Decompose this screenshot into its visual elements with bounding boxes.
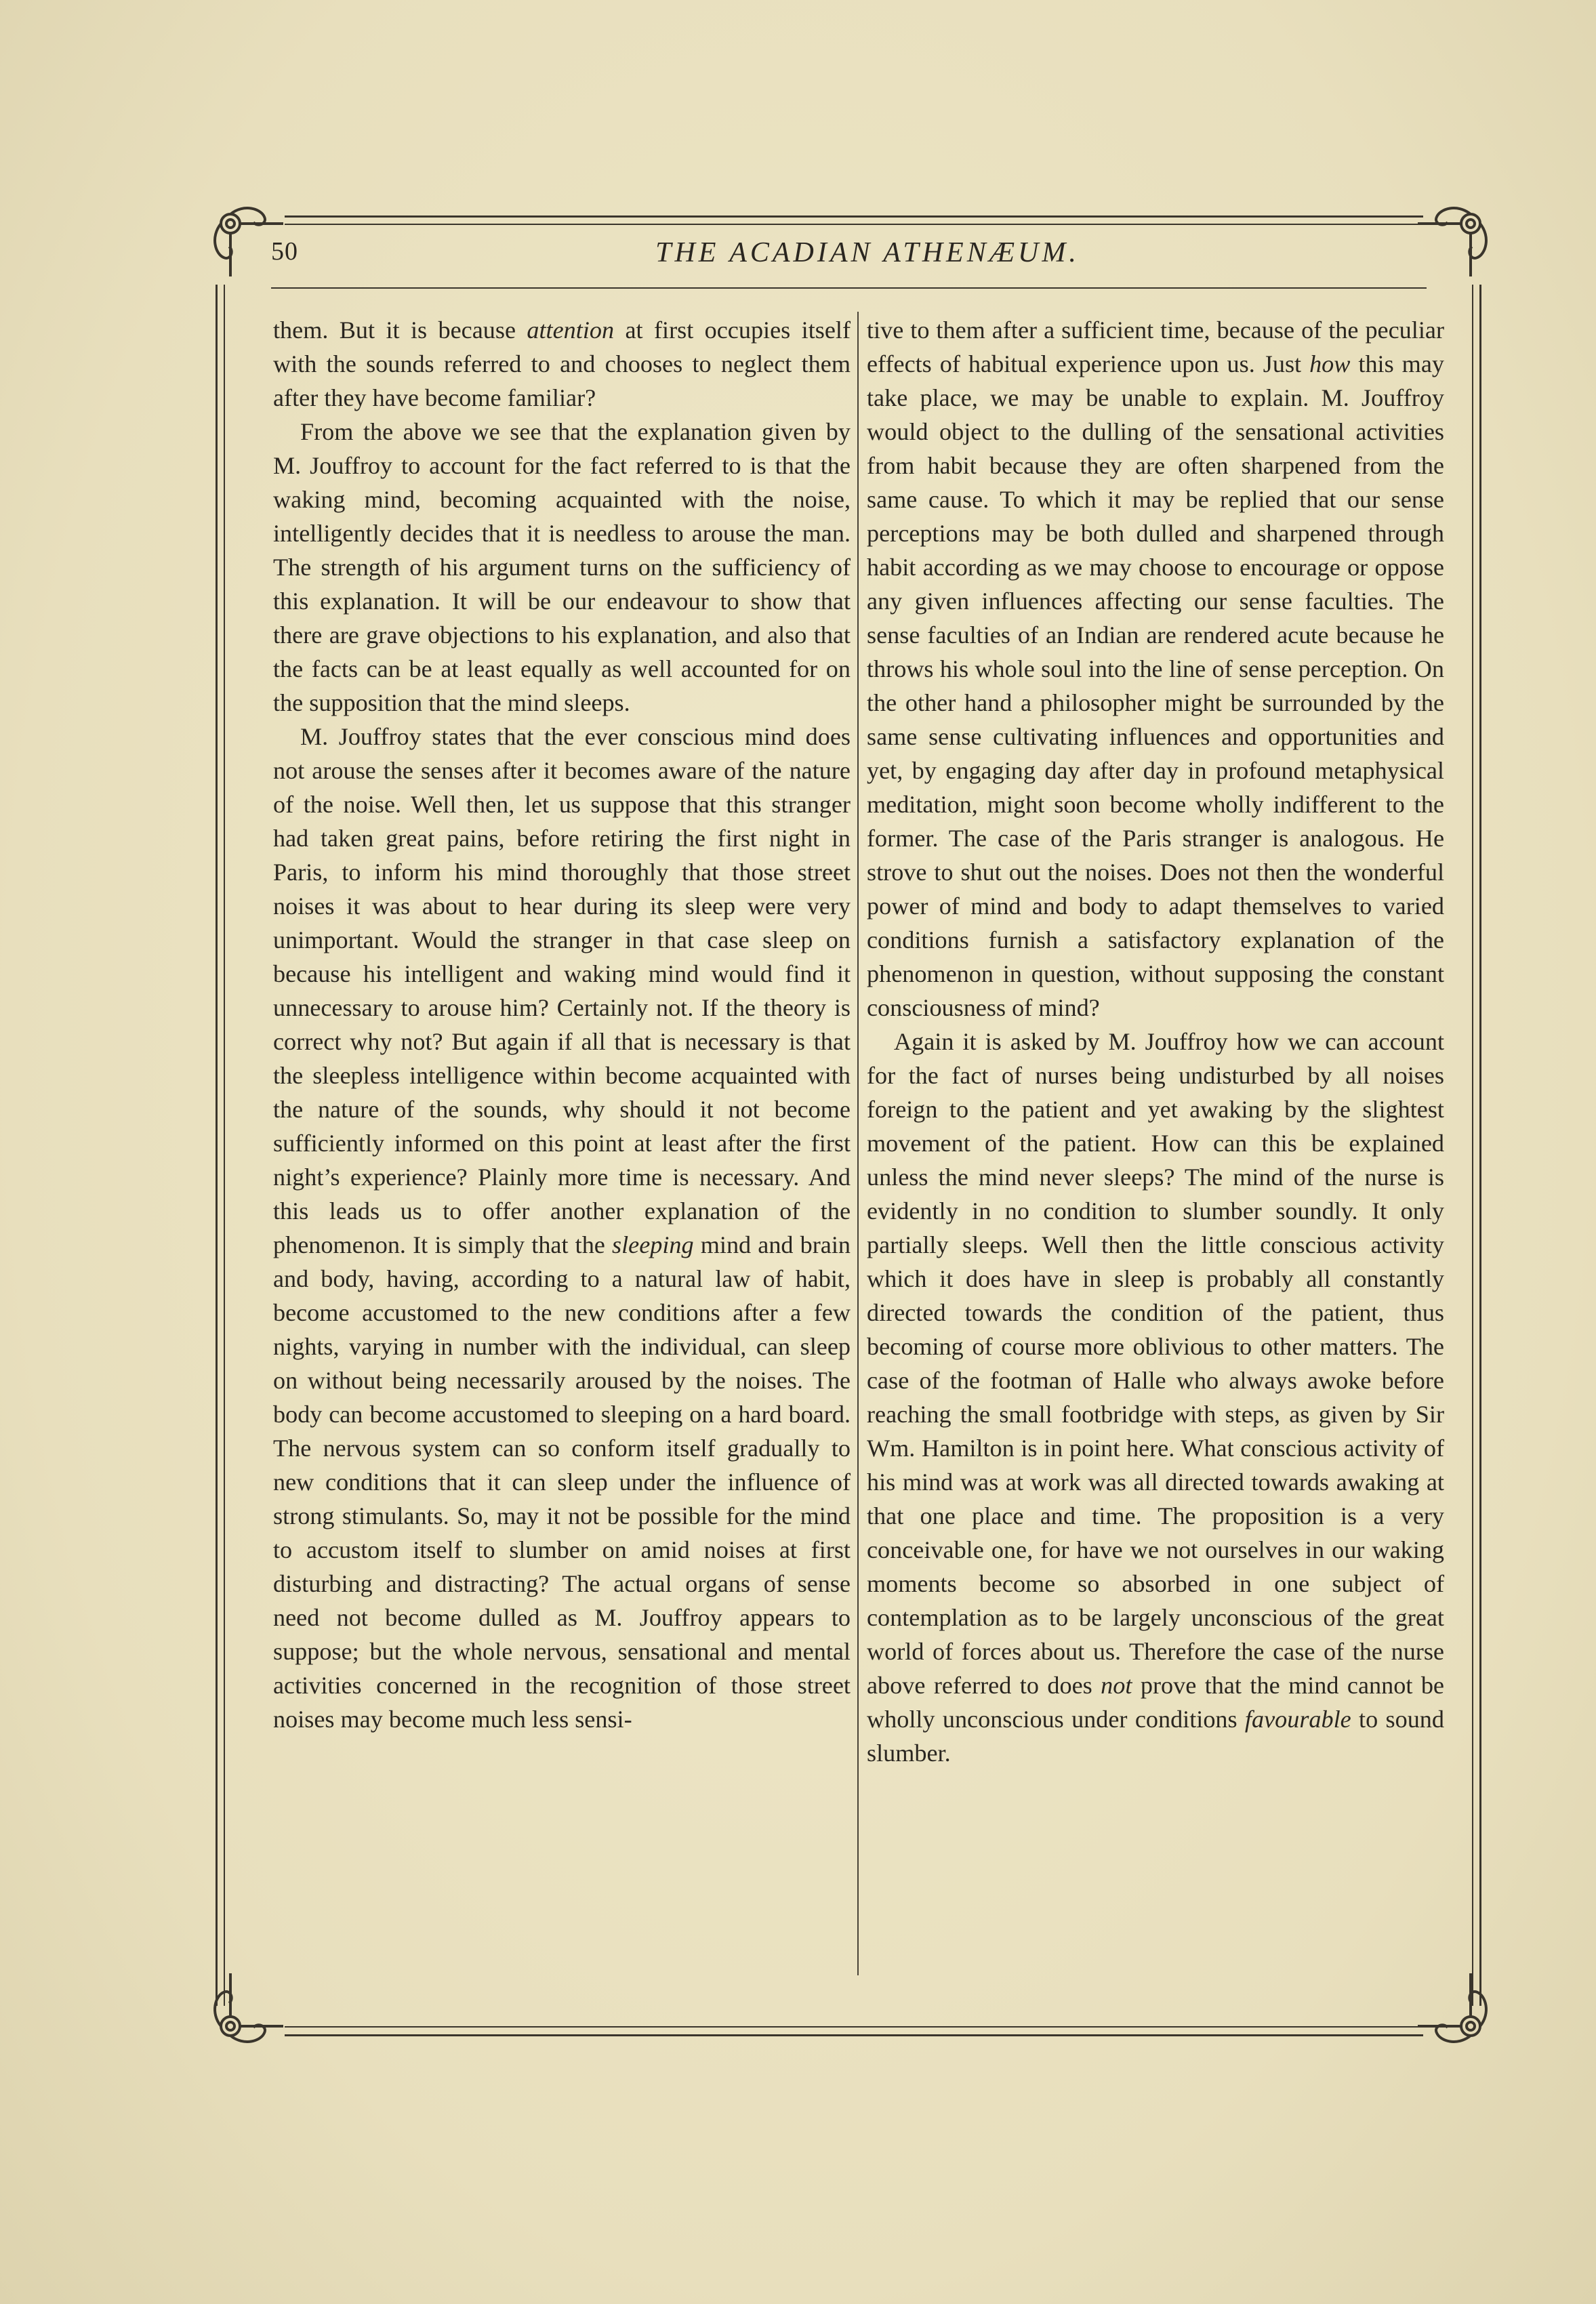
paragraph [273, 415, 851, 720]
text-segment: them. But it is because [273, 316, 527, 344]
paragraph [273, 720, 851, 1736]
text-segment: to sound slumber. [867, 1706, 1444, 1767]
italic-text: attention [527, 316, 615, 344]
page-header [271, 234, 1464, 281]
column-divider [857, 312, 859, 1975]
journal-title: THE ACADIAN ATHENÆUM. [655, 237, 1080, 268]
page-number: 50 [271, 237, 298, 266]
corner-ornament-icon [203, 1972, 285, 2053]
right-text-column [867, 313, 1444, 1770]
italic-text: sleeping [612, 1231, 694, 1258]
text-segment: tive to them after a sufficient time, because of the peculiar effects of habitual experience upon us. Just [867, 316, 1444, 377]
corner-ornament-icon [1416, 1972, 1498, 2053]
text-segment: prove that the mind cannot be wholly unconscious under conditions [867, 1672, 1444, 1733]
italic-text: not [1101, 1672, 1132, 1699]
left-text-column [273, 313, 851, 1736]
text-segment: mind and brain and body, having, according to a natural law of habit, become accustomed to the new conditions after a few nights, varying in number with the individual, can sleep on without being necessarily aroused by the noises. The body can become accustomed to sleeping on a hard board. The nervous system can so conform itself gradually to new conditions that it can sleep under the influence of strong stimulants. So, may it not be possible for the mind to accustom itself to slumber on amid noises at first disturbing and distracting? The actual organs of sense need not become dulled as M. Jouffroy appears to suppose; but the whole nervous, sensational and mental activities concerned in the recognition of those street noises may become much less sensi- [273, 1231, 851, 1733]
text-segment: at first occupies itself with the sounds referred to and chooses to neglect them after they have become familiar? [273, 316, 851, 411]
paragraph [867, 313, 1444, 1025]
italic-text: how [1309, 350, 1351, 377]
text-segment: M. Jouffroy states that the ever conscious mind does not arouse the senses after it becomes aware of the nature of the noise. Well then, let us suppose that this stranger had taken great pains, before retiring the first night in Paris, to inform his mind thoroughly that those street noises it was about to hear during its sleep were very unimportant. Would the stranger in that case sleep on because his intelligent and waking mind would find it unnecessary to arouse him? Certainly not. If the theory is correct why not? But again if all that is necessary is that the sleepless intelligence within become acquainted with the nature of the sounds, why should it not become sufficiently informed on this point at least after the first night’s experience? Plainly more time is necessary. And this leads us to offer another explanation of the phenomenon. It is simply that the [273, 723, 851, 1258]
italic-text: favourable [1244, 1706, 1351, 1733]
paragraph [273, 313, 851, 415]
text-segment: this may take place, we may be unable to explain. M. Jouffroy would object to the dulling of the sensational activities from habit because they are often sharpened from the same cause. To which it may be replied that our sense perceptions may be both dulled and sharpened through habit according as we may choose to encourage or oppose any given influences affecting our sense faculties. The sense faculties of an Indian are rendered acute because he throws his whole soul into the line of sense perception. On the other hand a philosopher might be surrounded by the same sense cultivating influences and opportunities and yet, by engaging day after day in profound metaphysical meditation, might soon become wholly indifferent to the former. The case of the Paris stranger is analogous. He strove to shut out the noises. Does not then the wonderful power of mind and body to adapt themselves to varied conditions furnish a satisfactory explanation of the phenomenon in question, without supposing the constant consciousness of mind? [867, 350, 1444, 1021]
paragraph [867, 1025, 1444, 1770]
text-segment: Again it is asked by M. Jouffroy how we can account for the fact of nurses being undisturbed by all noises foreign to the patient and yet awaking by the slightest movement of the patient. How can this be explained unless the mind never sleeps? The mind of the nurse is evidently in no condition to slumber soundly. It only partially sleeps. Well then the little conscious activity which it does have in sleep is probably all constantly directed towards the condition of the patient, thus becoming of course more oblivious to other matters. The case of the footman of Halle who always awoke before reaching the small footbridge with steps, as given by Sir Wm. Hamilton is in point here. What conscious activity of his mind was at work was all directed towards awaking at that one place and time. The proposition is a very conceivable one, for have we not ourselves in our waking moments become so absorbed in one subject of contemplation as to be largely unconscious of the great world of forces about us. Therefore the case of the nurse above referred to does [867, 1028, 1444, 1699]
text-segment: From the above we see that the explanation given by M. Jouffroy to account for the fact referred to is that the waking mind, becoming acquainted with the noise, intelligently decides that it is needless to arouse the man. The strength of his argument turns on the sufficiency of this explanation. It will be our endeavour to show that there are grave objections to his explanation, and also that the facts can be at least equally as well accounted for on the supposition that the mind sleeps. [273, 418, 851, 716]
